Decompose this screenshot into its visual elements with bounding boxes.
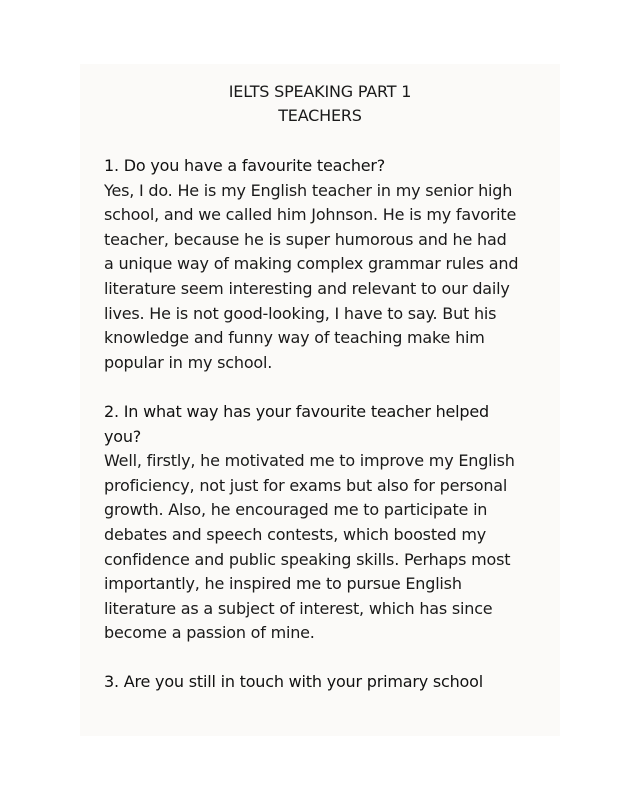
question-2 [104, 400, 544, 449]
document-title: IELTS SPEAKING PART 1 [228, 82, 412, 101]
answer-line: school, and we called him Johnson. He is my favorite [104, 205, 517, 225]
answer-1 [104, 179, 544, 376]
answer-line: Well, firstly, he motivated me to improve my English [104, 451, 515, 471]
answer-line: knowledge and funny way of teaching make him [104, 328, 485, 348]
answer-line: become a passion of mine. [104, 623, 315, 643]
document-page [80, 64, 560, 736]
qa-section-1 [104, 154, 544, 375]
qa-section-2 [104, 400, 544, 646]
document-subtitle: TEACHERS [278, 106, 362, 125]
answer-line: Yes, I do. He is my English teacher in my senior high [104, 180, 513, 200]
answer-line: proficiency, not just for exams but also for personal [104, 475, 508, 495]
question-3 [104, 670, 544, 695]
section-spacer [104, 646, 544, 671]
answer-line: a unique way of making complex grammar rules and [104, 254, 519, 274]
section-spacer [104, 375, 544, 400]
question-line: you? [104, 426, 142, 446]
document-body [104, 154, 544, 695]
answer-line: debates and speech contests, which boosted my [104, 524, 487, 544]
answer-line: growth. Also, he encouraged me to participate in [104, 500, 488, 520]
answer-line: importantly, he inspired me to pursue English [104, 574, 462, 594]
answer-line: confidence and public speaking skills. Perhaps most [104, 549, 511, 569]
question-line: 3. Are you still in touch with your primary school [104, 672, 483, 692]
answer-line: popular in my school. [104, 352, 273, 372]
answer-line: literature as a subject of interest, which has since [104, 598, 493, 618]
answer-line: teacher, because he is super humorous and he had [104, 229, 507, 249]
qa-section-3 [104, 670, 544, 695]
question-line: 2. In what way has your favourite teacher helped [104, 401, 489, 421]
answer-line: lives. He is not good-looking, I have to say. But his [104, 303, 497, 323]
question-1 [104, 154, 544, 179]
answer-2 [104, 449, 544, 646]
answer-line: literature seem interesting and relevant to our daily [104, 278, 510, 298]
question-line: 1. Do you have a favourite teacher? [104, 156, 386, 175]
